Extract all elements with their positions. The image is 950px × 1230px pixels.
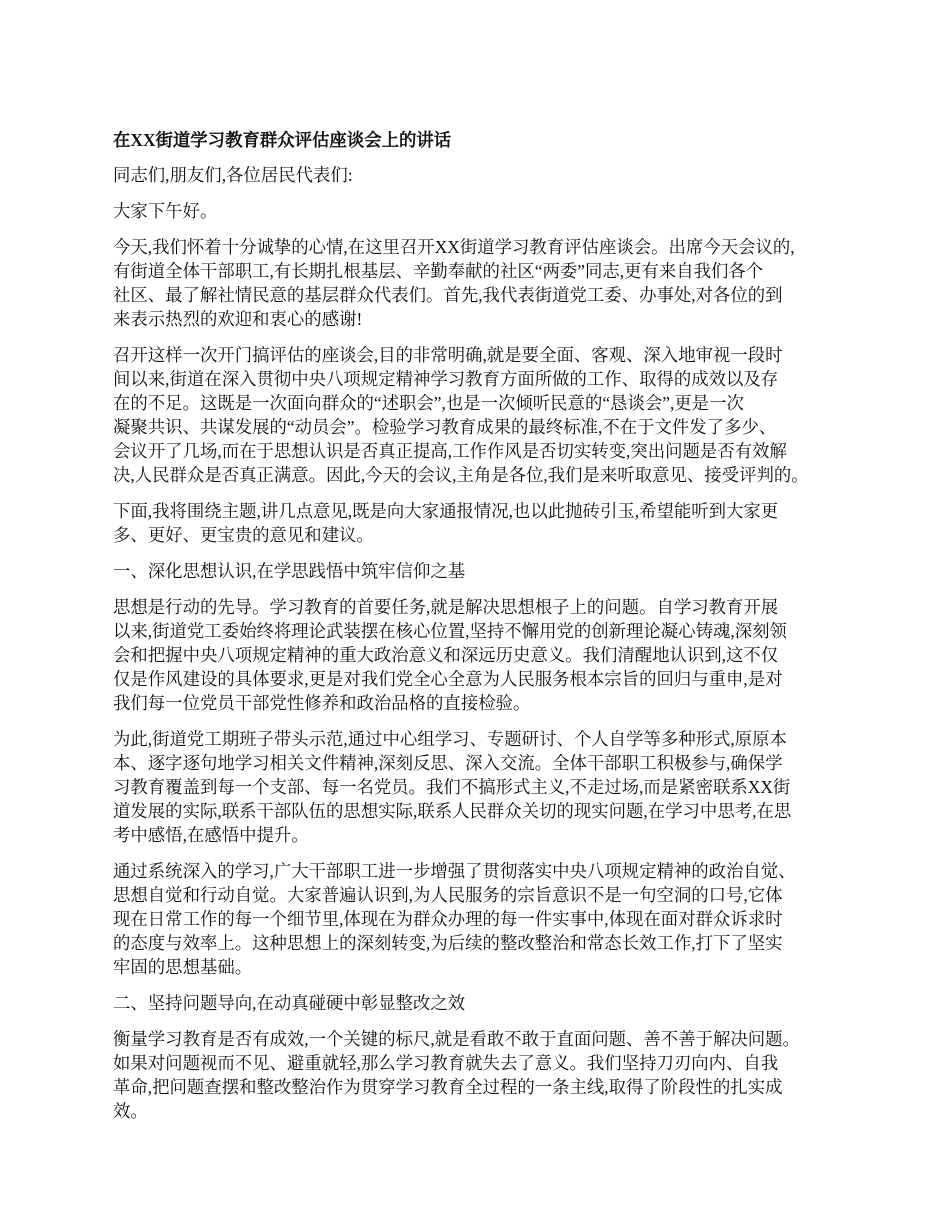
paragraph-line: 效。: [113, 1101, 148, 1121]
paragraph-line: 在的不足。这既是一次面向群众的“述职会”,也是一次倾听民意的“恳谈会”,更是一次: [113, 393, 744, 413]
paragraph-line: 多、更好、更宝贵的意见和建议。: [113, 525, 374, 545]
paragraph-line: 现在日常工作的每一个细节里,体现在为群众办理的每一件实事中,体现在面对群众诉求时: [113, 909, 783, 929]
paragraph: [113, 199, 853, 223]
paragraph-line: 下面,我将围绕主题,讲几点意见,既是向大家通报情况,也以此抛砖引玉,希望能听到大家更: [113, 501, 779, 521]
paragraph-line: 道发展的实际,联系干部队伍的思想实际,联系人民群众关切的现实问题,在学习中思考,在思: [113, 801, 792, 821]
paragraph: [113, 595, 853, 715]
paragraph-line: 一、深化思想认识,在学思践悟中筑牢信仰之基: [113, 561, 466, 581]
paragraph: [113, 343, 853, 487]
paragraph-line: 有街道全体干部职工,有长期扎根基层、辛勤奉献的社区“两委”同志,更有来自我们各个: [113, 261, 764, 281]
paragraph-line: 如果对问题视而不见、避重就轻,那么学习教育就失去了意义。我们坚持刀刃向内、自我: [113, 1053, 779, 1073]
document-body: [113, 163, 853, 1123]
paragraph-line: 革命,把问题查摆和整改整治作为贯穿学习教育全过程的一条主线,取得了阶段性的扎实成: [113, 1077, 783, 1097]
paragraph-line: 社区、最了解社情民意的基层群众代表们。首先,我代表街道党工委、办事处,对各位的到: [113, 285, 783, 305]
paragraph: [113, 727, 853, 847]
paragraph-line: 凝聚共识、共谋发展的“动员会”。检验学习教育成果的最终标准,不在于文件发了多少、: [113, 417, 777, 437]
paragraph-line: 为此,街道党工期班子带头示范,通过中心组学习、专题研讨、个人自学等多种形式,原原本: [113, 729, 787, 749]
paragraph: [113, 163, 853, 187]
paragraph-line: 牢固的思想基础。: [113, 957, 253, 977]
paragraph-line: 大家下午好。: [113, 201, 218, 221]
paragraph-line: 同志们,朋友们,各位居民代表们:: [113, 165, 353, 185]
paragraph-line: 考中感悟,在感悟中提升。: [113, 825, 309, 845]
document-title: 在XX街道学习教育群众评估座谈会上的讲话: [113, 130, 452, 150]
paragraph-line: 衡量学习教育是否有成效,一个关键的标尺,就是看敢不敢于直面问题、善不善于解决问题。: [113, 1029, 800, 1049]
paragraph: [113, 559, 853, 583]
paragraph: [113, 859, 853, 979]
paragraph-line: 召开这样一次开门搞评估的座谈会,目的非常明确,就是要全面、客观、深入地审视一段时: [113, 345, 783, 365]
paragraph-line: 会和把握中央八项规定精神的重大政治意义和深远历史意义。我们清醒地认识到,这不仅: [113, 645, 779, 665]
paragraph-line: 来表示热烈的欢迎和衷心的感谢!: [113, 309, 363, 329]
paragraph-line: 二、坚持问题导向,在动真碰硬中彰显整改之效: [113, 993, 466, 1013]
paragraph: [113, 235, 853, 331]
paragraph-line: 仅是作风建设的具体要求,更是对我们党全心全意为人民服务根本宗旨的回归与重申,是对: [113, 669, 783, 689]
paragraph: [113, 991, 853, 1015]
paragraph-line: 通过系统深入的学习,广大干部职工进一步增强了贯彻落实中央八项规定精神的政治自觉、: [113, 861, 796, 881]
paragraph-line: 今天,我们怀着十分诚挚的心情,在这里召开XX街道学习教育评估座谈会。出席今天会议的,: [113, 237, 795, 257]
paragraph-line: 本、逐字逐句地学习相关文件精神,深刻反思、深入交流。全体干部职工积极参与,确保学: [113, 753, 783, 773]
paragraph-line: 思想是行动的先导。学习教育的首要任务,就是解决思想根子上的问题。自学习教育开展: [113, 597, 779, 617]
paragraph-line: 间以来,街道在深入贯彻中央八项规定精神学习教育方面所做的工作、取得的成效以及存: [113, 369, 779, 389]
paragraph: [113, 1027, 853, 1123]
paragraph-line: 决,人民群众是否真正满意。因此,今天的会议,主角是各位,我们是来听取意见、接受评判的。: [113, 465, 809, 485]
paragraph-line: 思想自觉和行动自觉。大家普遍认识到,为人民服务的宗旨意识不是一句空洞的口号,它体: [113, 885, 783, 905]
paragraph-line: 以来,街道党工委始终将理论武装摆在核心位置,坚持不懈用党的创新理论凝心铸魂,深刻领: [113, 621, 787, 641]
paragraph-line: 的态度与效率上。这种思想上的深刻转变,为后续的整改整治和常态长效工作,打下了坚实: [113, 933, 783, 953]
document-page: [113, 128, 853, 1135]
paragraph-line: 习教育覆盖到每一个支部、每一名党员。我们不搞形式主义,不走过场,而是紧密联系XX街: [113, 777, 791, 797]
paragraph-line: 会议开了几场,而在于思想认识是否真正提高,工作作风是否切实转变,突出问题是否有效解: [113, 441, 787, 461]
paragraph: [113, 499, 853, 547]
paragraph-line: 我们每一位党员干部党性修养和政治品格的直接检验。: [113, 693, 531, 713]
